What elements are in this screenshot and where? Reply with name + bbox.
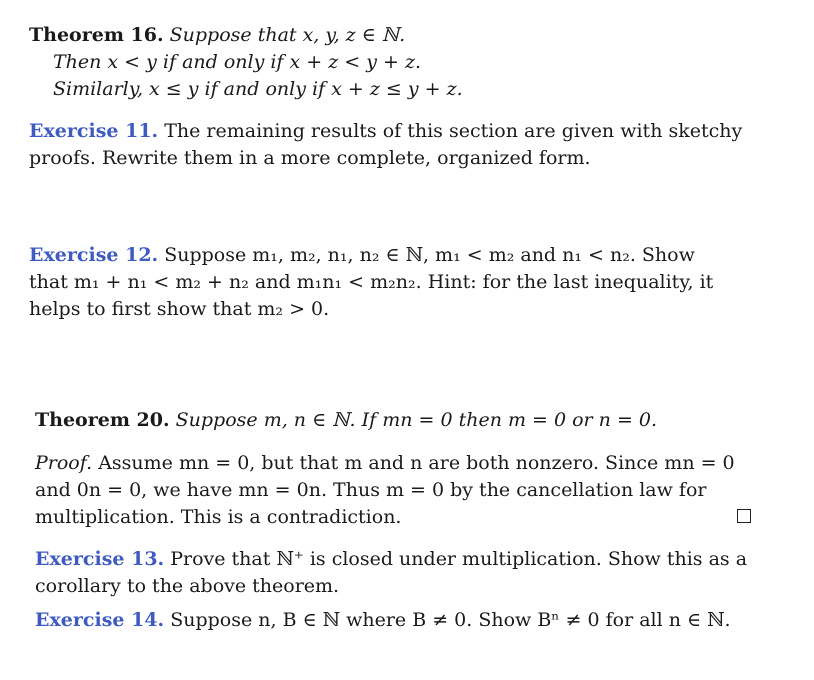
theorem-20-statement: Suppose m, n ∈ ℕ. If mn = 0 then m = 0 or n = 0. (175, 409, 658, 431)
exercise-14 (35, 607, 751, 634)
proof-text-1: Assume mn = 0, but that m and n are both nonzero. Since mn = 0 (98, 452, 735, 474)
qed-box-icon (737, 509, 751, 523)
theorem-16-line-1 (29, 22, 463, 49)
exercise-13-heading: Exercise 13. (35, 548, 165, 570)
exercise-12-line-3: helps to first show that m₂ > 0. (29, 298, 330, 320)
exercise-12-heading: Exercise 12. (29, 244, 159, 266)
proof-text-3: multiplication. This is a contradiction. (35, 506, 402, 528)
theorem-16-heading: Theorem 16. (29, 24, 164, 46)
exercise-13-text-1: Prove that ℕ⁺ is closed under multiplication. Show this as a (170, 548, 748, 570)
theorem-16-statement: Suppose that x, y, z ∈ ℕ. (169, 24, 406, 46)
proof-line-2: and 0n = 0, we have mn = 0n. Thus m = 0 by the cancellation law for (35, 479, 707, 501)
exercise-11-line-2: proofs. Rewrite them in a more complete, organized form. (29, 147, 591, 169)
exercise-12-line-1 (29, 242, 751, 269)
exercise-12-line-2: that m₁ + n₁ < m₂ + n₂ and m₁n₁ < m₂n₂. Hint: for the last inequality, it (29, 271, 714, 293)
theorem-20 (35, 407, 657, 434)
theorem-16 (29, 22, 463, 103)
exercise-13 (35, 546, 751, 600)
exercise-11-line-1 (29, 118, 751, 145)
exercise-13-line-2: corollary to the above theorem. (35, 575, 340, 597)
theorem-20-heading: Theorem 20. (35, 409, 170, 431)
proof-heading: Proof. (35, 452, 93, 474)
exercise-13-line-1 (35, 546, 751, 573)
exercise-12 (29, 242, 751, 323)
proof-line-1 (35, 450, 751, 477)
exercise-14-heading: Exercise 14. (35, 609, 165, 631)
exercise-11 (29, 118, 751, 172)
exercise-14-text-1: Suppose n, B ∈ ℕ where B ≠ 0. Show Bⁿ ≠ 0 for all n ∈ ℕ. (170, 609, 731, 631)
exercise-11-heading: Exercise 11. (29, 120, 159, 142)
exercise-14-line-1 (35, 607, 751, 634)
theorem-16-line-2: Then x < y if and only if x + z < y + z. (53, 51, 422, 73)
exercise-12-text-1: Suppose m₁, m₂, n₁, n₂ ∈ ℕ, m₁ < m₂ and n₁ < n₂. Show (164, 244, 695, 266)
proof-line-3 (35, 504, 751, 531)
proof (35, 450, 751, 531)
exercise-11-text-1: The remaining results of this section are given with sketchy (164, 120, 743, 142)
theorem-20-line (35, 407, 657, 434)
theorem-16-line-3: Similarly, x ≤ y if and only if x + z ≤ y + z. (53, 78, 463, 100)
